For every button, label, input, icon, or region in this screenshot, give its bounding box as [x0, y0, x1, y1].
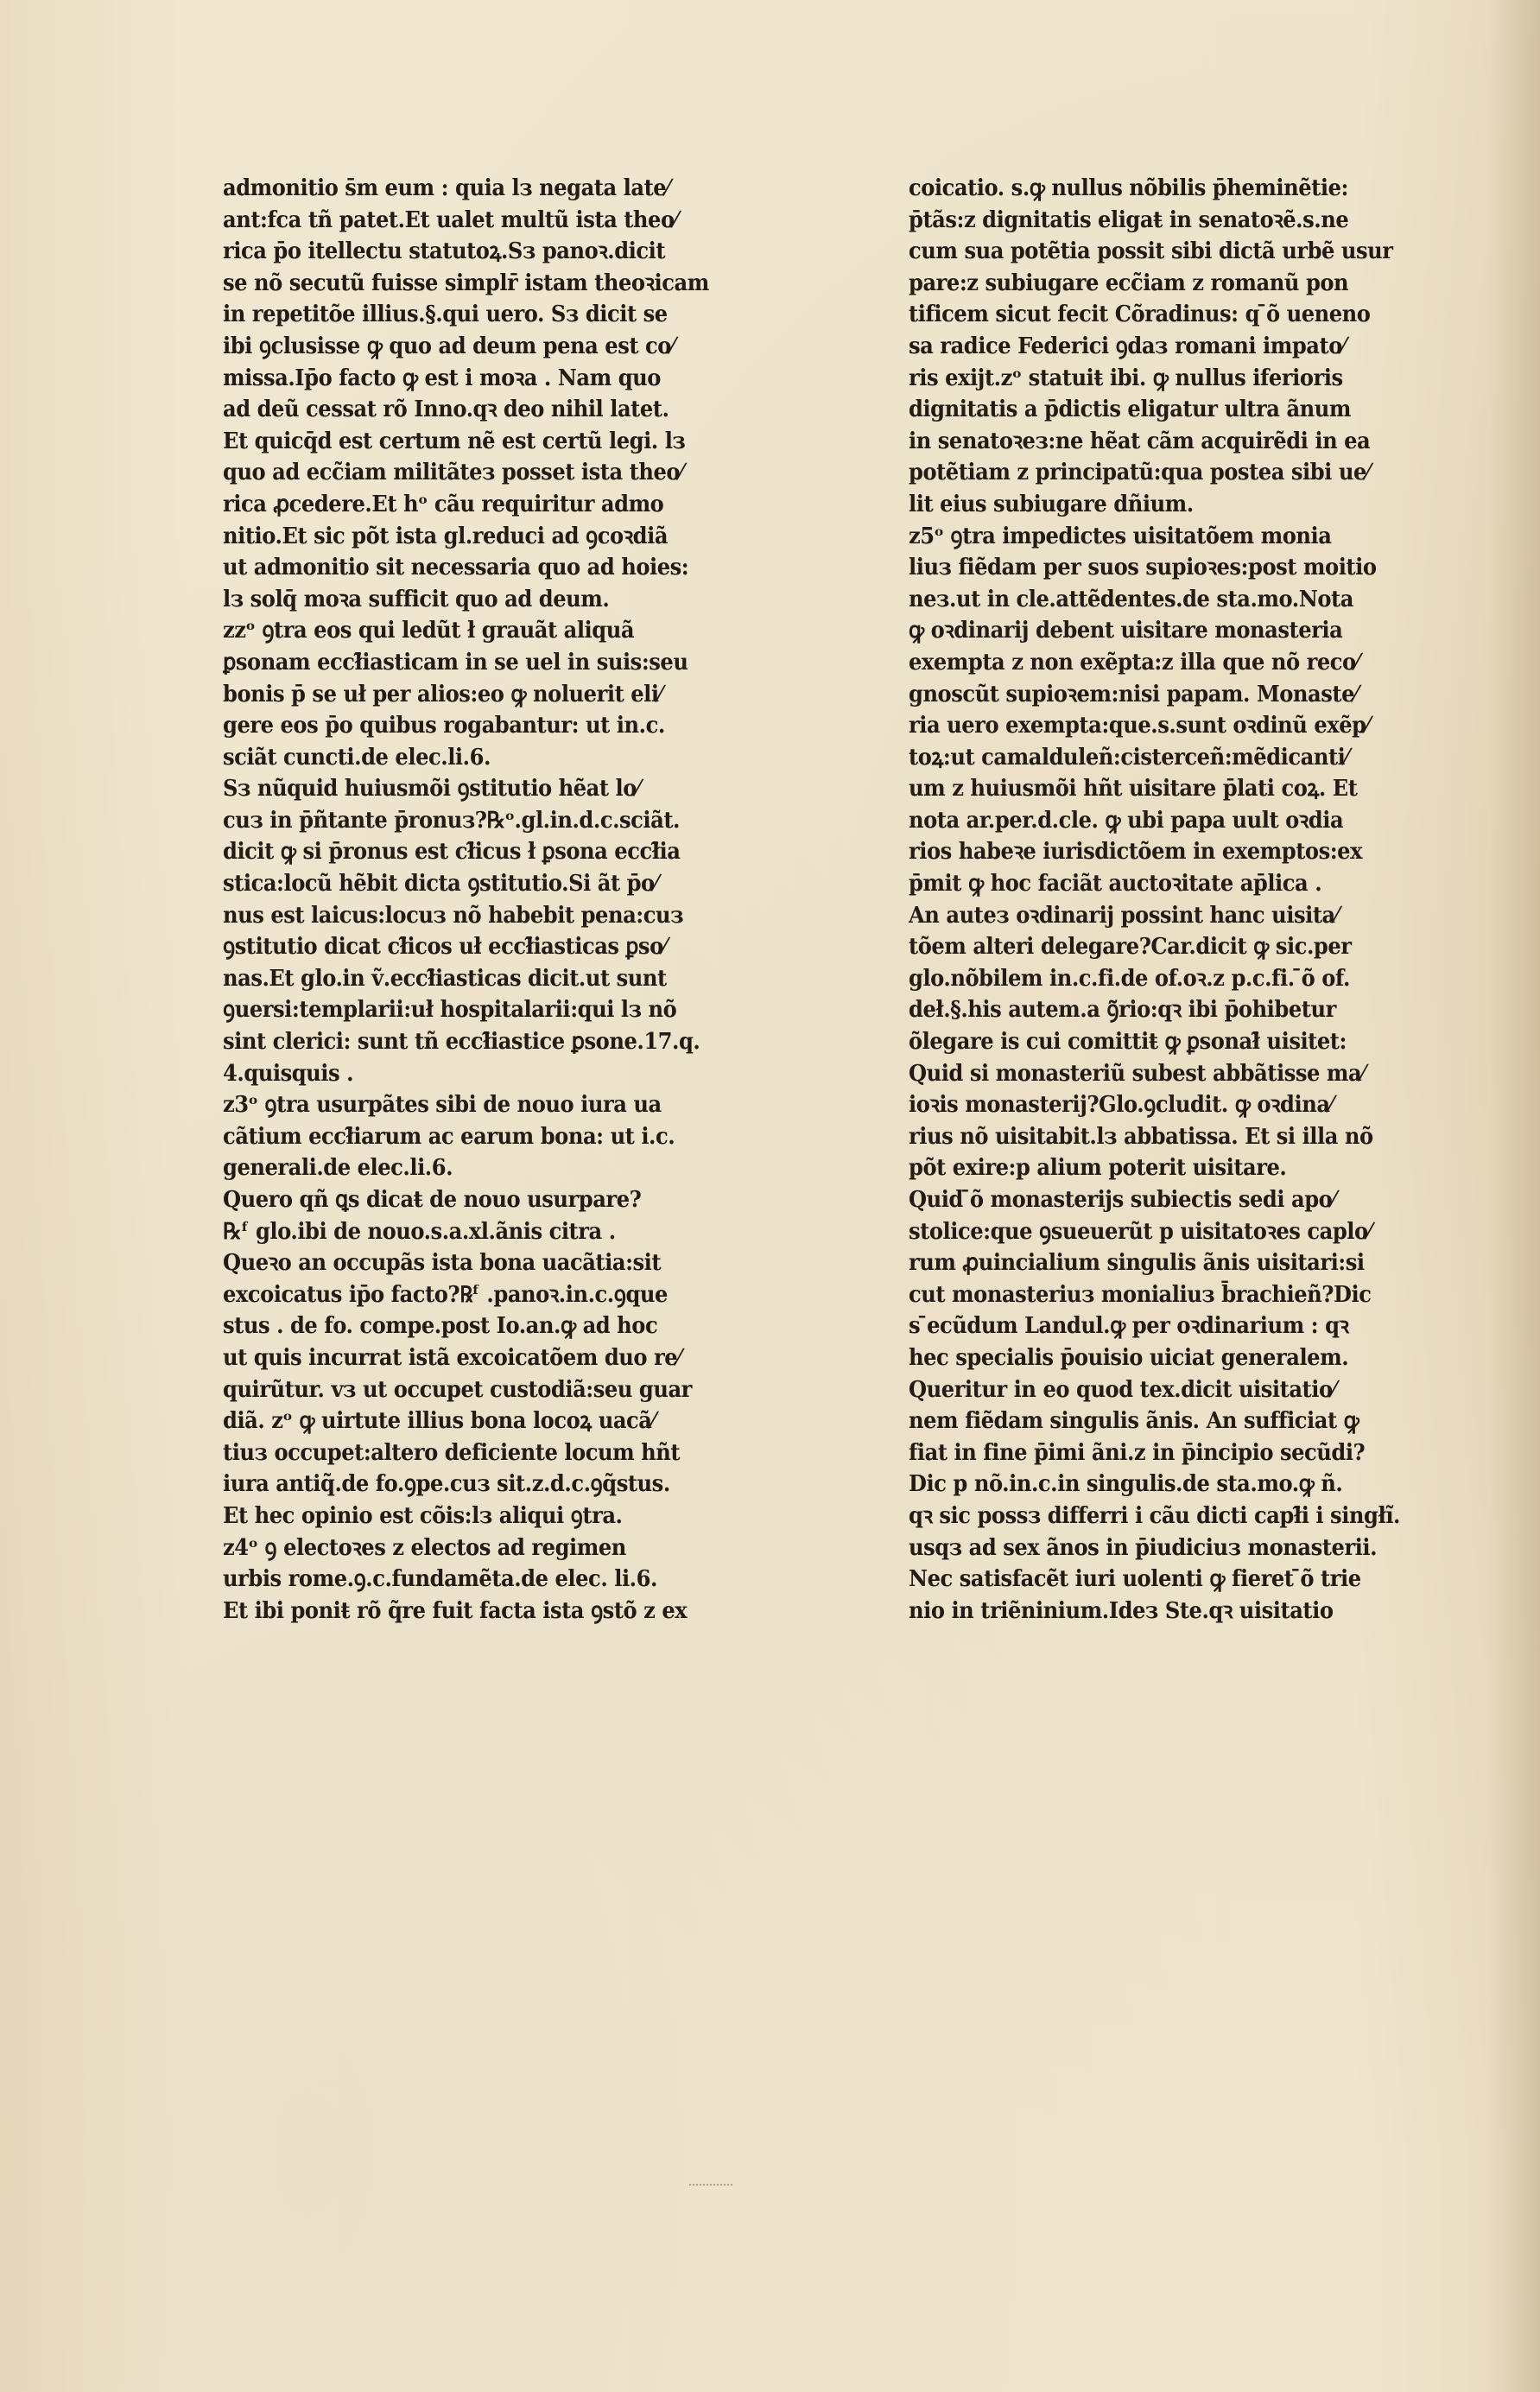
text-line: stus . de fo. compe.post Io.an.ꝙ ad hoc — [223, 1313, 658, 1340]
text-line: hec specialis p̄ouisio uiciat generalem. — [909, 1344, 1349, 1371]
text-line: se nõ secutũ fuisse simplr̄ istam theoꝛicam — [223, 270, 709, 296]
text-line: 4.quisquis . — [223, 1060, 354, 1087]
text-line: zzᵒ ꝯtra eos qui ledũt ł grauãt aliquã — [223, 618, 635, 644]
text-line: generali.de elec.li.6. — [223, 1155, 453, 1182]
text-line: glo.nõbilem in.c.fi.de of.oꝛ.z p.c.fi. ̄õ of. — [909, 965, 1350, 992]
text-line: in repetitõe illius.§.qui uero. Sз dicit se — [223, 301, 668, 328]
text-line: gere eos p̄o quibus rogabantur: ut in.c. — [223, 713, 665, 739]
text-line: ꝯstitutio dicat cł̃icos uł eccł̃iasticas ꝑso⁄ — [223, 934, 667, 961]
text-line: ant:fca tñ patet.Et ualet multũ ista theo⁄ — [223, 206, 678, 233]
text-line: rius nõ uisitabit.lз abbatissa. Et si illa nõ — [909, 1123, 1373, 1150]
text-line: rios habeꝛe iurisdictõem in exemptos:ex — [909, 839, 1363, 866]
text-line: ꝑsonam eccł̃iasticam in se uel in suis:seu — [223, 649, 688, 676]
text-line: rica ꝓcedere.Et hᵒ cãu requiritur admo — [223, 491, 664, 517]
text-line: p̄tãs:z dignitatis eligaŧ in senatoꝛẽ.s.ne — [909, 206, 1349, 233]
text-line: fiat in fine p̄imi ãni.z in p̄incipio secũdi? — [909, 1439, 1366, 1466]
text-line: nota ar.per.d.cle. ꝙ ubi papa uult oꝛdia — [909, 807, 1344, 834]
text-line: cut monasteriuз monialiuз b̄rachieñ?Dic — [909, 1281, 1372, 1308]
text-line: nas.Et glo.in ṽ.eccł̃iasticas dicit.ut sunt — [223, 965, 667, 992]
text-line: z4ᵒ ꝯ electoꝛes z electos ad regimen — [223, 1534, 626, 1561]
text-line: sciãt cuncti.de elec.li.6. — [223, 744, 491, 771]
text-line: z5ᵒ ꝯtra impedictes uisitatõem monia — [909, 523, 1332, 549]
left-text-column — [223, 173, 866, 1627]
text-line: potẽtiam z principatũ:qua postea sibi ue⁄ — [909, 460, 1370, 486]
text-line: tõem alteri delegare?Car.dicit ꝙ sic.per — [909, 934, 1352, 961]
text-line: quirũtur. vз ut occupet custodiã:seu guar — [223, 1376, 692, 1403]
text-line: ris exijt.zᵒ statuiŧ ibi. ꝙ nullus iferioris — [909, 365, 1343, 391]
text-line: Queritur in eo quod tex.dicit uisitatio⁄ — [909, 1376, 1336, 1403]
text-line: cum sua potẽtia possit sibi dictã urbẽ usur — [909, 238, 1393, 265]
text-line: gnoscũt supioꝛem:nisi papam. Monaste⁄ — [909, 681, 1358, 707]
text-line: p̄mit ꝙ hoc faciãt auctoꝛitate ap̄lica . — [909, 871, 1322, 898]
text-line: Dic p nõ.in.c.in singulis.de sta.mo.ꝙ ñ. — [909, 1471, 1343, 1498]
text-line: ℞ᶠ glo.ibi de nouo.s.a.xl.ãnis citra . — [223, 1218, 616, 1245]
text-line: dicit ꝙ si p̄ronus est cł̃icus ł ꝑsona eccł̃ia — [223, 839, 681, 866]
text-line: deł.§.his autem.a ꝯ̃rio:qꝛ ibi p̄ohibetur — [909, 997, 1336, 1024]
text-line: tificem sicut fecit Cõradinus: q ̄õ ueneno — [909, 301, 1371, 328]
text-line: nem fiẽdam singulis ãnis. An sufficiat ꝙ — [909, 1408, 1359, 1435]
text-line: lit eius subiugare dñium. — [909, 491, 1194, 517]
text-line: ria uero exempta:que.s.sunt oꝛdinũ exẽp⁄ — [909, 713, 1370, 739]
text-line: iura antiq̃.de fo.ꝯpe.cuз sit.z.d.c.ꝯq̃stus. — [223, 1471, 670, 1498]
text-line: nio in triẽninium.Ideз Ste.qꝛ uisitatio — [909, 1597, 1334, 1624]
text-line: tiuз occupet:altero deficiente locum hñt — [223, 1439, 681, 1466]
text-line: missa.Ip̄o facto ꝙ est i moꝛa . Nam quo — [223, 365, 661, 391]
text-line: ꝙ oꝛdinarij debent uisitare monasteria — [909, 618, 1343, 644]
text-line: bonis p̄ se uł per alios:eo ꝙ noluerit eli⁄ — [223, 681, 662, 707]
text-line: urbis rome.ꝯ.c.fundamẽta.de elec. li.6. — [223, 1566, 657, 1593]
text-line: z3ᵒ ꝯtra usurpãtes sibi de nouo iura ua — [223, 1092, 662, 1119]
text-line: stolice:que ꝯsueuerũt p uisitatoꝛes caplo⁄ — [909, 1218, 1372, 1245]
text-line: Quero qñ ꝗs dicaŧ de nouo usurpare? — [223, 1187, 642, 1213]
text-line: cãtium eccł̃iarum ac earum bona: ut i.c. — [223, 1123, 675, 1150]
text-line: nitio.Et sic põt ista gl.reduci ad ꝯcoꝛdiã — [223, 523, 669, 549]
text-line: ꝯuersi:templarii:uł hospitalarii:qui lз nõ — [223, 997, 677, 1024]
text-line: in senatoꝛeз:ne hẽat cãm acquirẽdi in ea — [909, 428, 1371, 454]
text-line: nus est laicus:locuз nõ habebit pena:cuз — [223, 902, 684, 929]
footer-rule — [689, 2184, 732, 2189]
text-line: ibi ꝯclusisse ꝙ quo ad deum pena est co⁄ — [223, 333, 675, 359]
text-line: diã. zᵒ ꝙ uirtute illius bona locoꝝ uacã⁄ — [223, 1408, 656, 1435]
text-line: s ̄ecũdum Landul.ꝙ per oꝛdinarium : qꝛ — [909, 1313, 1349, 1340]
text-line: exempta z non exẽpta:z illa que nõ reco⁄ — [909, 649, 1359, 676]
text-line: Queꝛo an occupãs ista bona uacãtia:sit — [223, 1250, 662, 1277]
text-line: dignitatis a p̄dictis eligatur ultra ãnum — [909, 397, 1351, 423]
text-line: ut quis incurrat istã excoicatõem duo re⁄ — [223, 1344, 681, 1371]
text-line: stica:locũ hẽbit dicta ꝯstitutio.Si ãt p̄o⁄ — [223, 871, 658, 898]
text-line: quo ad ecc̃iam militãteз posset ista theo⁄ — [223, 460, 683, 486]
text-line: qꝛ sic possз differri i cãu dicti capł̃i i singłĩ. — [909, 1502, 1401, 1529]
text-line: ioꝛis monasterij?Glo.ꝯcludit. ꝙ oꝛdina⁄ — [909, 1092, 1334, 1119]
right-text-column — [909, 173, 1518, 1627]
text-line: põt exire:p alium poterit uisitare. — [909, 1155, 1287, 1182]
text-line: Et quicq̄d est certum nẽ est certũ legi. lз — [223, 428, 686, 454]
text-line: pare:z subiugare ecc̃iam z romanũ pon — [909, 270, 1349, 296]
text-line: Sз nũquid huiusmõi ꝯstitutio hẽat lo⁄ — [223, 776, 640, 803]
text-line: sint clerici: sunt tñ eccł̃iastice ꝑsone.17.q. — [223, 1029, 700, 1056]
text-line: toꝝ:ut camalduleñ:cisterceñ:mẽdicanti⁄ — [909, 744, 1348, 771]
text-line: neз.ut in cle.attẽdentes.de sta.mo.Nota — [909, 586, 1353, 612]
text-line: ut admonitio sit necessaria quo ad hoies: — [223, 555, 689, 581]
text-line: Et ibi poniŧ rõ q̃re fuit facta ista ꝯstõ z ex — [223, 1597, 688, 1624]
text-line: Nec satisfacẽt iuri uolenti ꝙ fieret ̄õ trie — [909, 1566, 1361, 1593]
text-line: ad deũ cessat rõ Inno.qꝛ deo nihil latet. — [223, 397, 669, 423]
text-line: excoicatus ip̄o facto?℞ᶠ .panoꝛ.in.c.ꝯque — [223, 1281, 668, 1308]
text-line: lз solq̄ moꝛa sufficit quo ad deum. — [223, 586, 610, 612]
text-line: rica p̄o itellectu statutoꝝ.Sз panoꝛ.dicit — [223, 238, 666, 265]
text-line: rum ꝓuincialium singulis ãnis uisitari:si — [909, 1250, 1365, 1277]
text-line: Et hec opinio est cõis:lз aliqui ꝯtra. — [223, 1502, 623, 1529]
text-line: coicatio. s.ꝙ nullus nõbilis p̄heminẽtie: — [909, 175, 1348, 201]
text-line: admonitio s̄m eum : quia lз negata late⁄ — [223, 175, 669, 201]
text-line: liuз fiẽdam per suos supioꝛes:post moitio — [909, 555, 1377, 581]
text-line: cuз in p̄ñtante p̄ronuз?℞ᵒ.gl.in.d.c.sciãt. — [223, 807, 681, 834]
text-line: um z huiusmõi hñt uisitare p̄lati coꝝ. Et — [909, 776, 1358, 803]
text-line: sa radice Federici ꝯdaз romani impato⁄ — [909, 333, 1346, 359]
text-line: usqз ad sex ãnos in p̄iudiciuз monasterii. — [909, 1534, 1378, 1561]
text-line: Quid si monasteriũ subest abbãtisse ma⁄ — [909, 1060, 1365, 1087]
text-line: Quid ̄õ monasterijs subiectis sedi apo⁄ — [909, 1187, 1335, 1213]
text-line: An auteз oꝛdinarij possint hanc uisita⁄ — [909, 902, 1339, 929]
text-line: õlegare is cui comittiŧ ꝙ ꝑsonał̃ uisitet: — [909, 1029, 1347, 1056]
